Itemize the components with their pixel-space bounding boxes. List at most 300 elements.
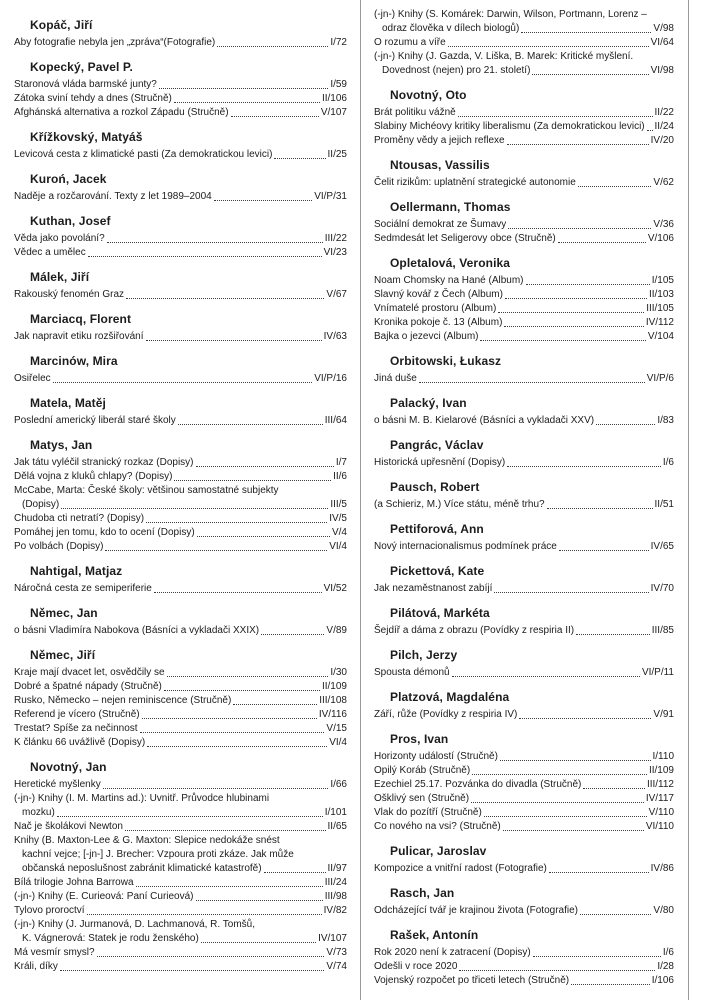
leader-dots [505, 288, 647, 299]
entry-page-ref: I/7 [335, 457, 347, 468]
index-entry-line [14, 932, 347, 946]
entry-title: Rok 2020 není k zatracení (Dopisy) [374, 947, 531, 958]
entry-page-ref: V/91 [653, 709, 674, 720]
entry-title: Tylovo proroctví [14, 905, 85, 916]
entry-page-ref: II/24 [654, 121, 674, 132]
index-entry-line: (-jn-) Knihy (S. Komárek: Darwin, Wilson, Portmann, Lorenz – [374, 9, 647, 20]
leader-dots [472, 764, 647, 775]
entry-page-ref: I/59 [330, 79, 347, 90]
leader-dots [264, 862, 326, 873]
leader-dots [558, 232, 646, 243]
index-entry-line [374, 316, 674, 330]
entry-page-ref: II/22 [654, 107, 674, 118]
entry-page-ref: III/105 [646, 303, 674, 314]
leader-dots [196, 456, 334, 467]
entry-page-ref: IV/117 [645, 793, 674, 804]
entry-title: Rusko, Německo – nejen reminiscence (Stručně) [14, 695, 232, 706]
entry-title: Věda jako povolání? [14, 233, 105, 244]
author-section [14, 759, 347, 974]
author-section [374, 437, 674, 470]
leader-dots [578, 176, 652, 187]
entry-title: Bajka o jezevci (Album) [374, 331, 479, 342]
author-name: Rašek, Antonín [390, 928, 479, 942]
entry-page-ref: V/73 [326, 947, 347, 958]
index-entry-line [374, 274, 674, 288]
entry-title: (Dopisy) [22, 499, 60, 510]
leader-dots [233, 694, 317, 705]
leader-dots [532, 64, 648, 75]
entry-page-ref: I/72 [330, 37, 347, 48]
author-name: Marciacq, Florent [30, 312, 132, 326]
index-entry-line [14, 92, 347, 106]
entry-title: (-jn-) Knihy (E. Curieová: Paní Curieová) [14, 891, 194, 902]
author-section [374, 255, 674, 344]
entry-page-ref: II/25 [327, 149, 347, 160]
index-entry-line [374, 904, 674, 918]
leader-dots [647, 120, 653, 131]
author-section [374, 8, 674, 78]
entry-title: Spousta démonů [374, 667, 450, 678]
leader-dots [214, 190, 312, 201]
leader-dots [519, 708, 651, 719]
author-section [374, 647, 674, 680]
entry-title: Levicová cesta z klimatické pasti (Za demokratickou levici) [14, 149, 273, 160]
entry-title: Vlak do pozítří (Stručně) [374, 807, 482, 818]
entry-title: mozku) [22, 807, 55, 818]
index-entry-line: (-jn-) Knihy (J. Gazda, V. Liška, B. Marek: Kritické myšlení. [374, 51, 634, 62]
index-entry-line [14, 694, 347, 708]
leader-dots [167, 666, 329, 677]
entry-page-ref: III/22 [324, 233, 347, 244]
entry-page-ref: V/74 [326, 961, 347, 972]
index-entry-line [374, 862, 674, 876]
leader-dots [419, 372, 645, 383]
index-entry-line [374, 106, 674, 120]
entry-page-ref: I/110 [652, 751, 674, 762]
author-name: Křížkovský, Matyáš [30, 130, 143, 144]
index-entry-line [374, 792, 674, 806]
leader-dots [521, 22, 651, 33]
index-entry-line [374, 456, 674, 470]
leader-dots [507, 456, 661, 467]
leader-dots [107, 232, 323, 243]
entry-title: o básni M. B. Kielarové (Básníci a vykladači XXV) [374, 415, 595, 426]
author-section [374, 927, 674, 988]
entry-title: Vnímatelé prostoru (Album) [374, 303, 497, 314]
entry-title: Jiná duše [374, 373, 417, 384]
index-entry-line [374, 540, 674, 554]
index-entry-line: McCabe, Marta: České školy: většinou samostatné subjekty [14, 485, 279, 496]
author-name: Pettiforová, Ann [390, 522, 484, 536]
leader-dots [507, 134, 649, 145]
index-entry-line [14, 946, 347, 960]
entry-title: Sedmdesát let Seligerovy obce (Stručně) [374, 233, 556, 244]
index-entry-line [14, 806, 347, 820]
leader-dots [274, 148, 325, 159]
entry-page-ref: III/108 [319, 695, 347, 706]
index-entry-line [14, 666, 347, 680]
leader-dots [583, 778, 645, 789]
leader-dots [500, 750, 651, 761]
entry-title: Proměny vědy a jejich reflexe [374, 135, 505, 146]
entry-page-ref: V/89 [326, 625, 347, 636]
entry-title: Králi, díky [14, 961, 58, 972]
index-entry-line [14, 498, 347, 512]
author-section [14, 605, 347, 638]
leader-dots [105, 540, 327, 551]
entry-title: O rozumu a víře [374, 37, 446, 48]
index-entry-line [374, 820, 674, 834]
entry-title: Jak nezaměstnanost zabíjí [374, 583, 493, 594]
author-section [14, 353, 347, 386]
entry-page-ref: V/98 [653, 23, 674, 34]
author-section [374, 353, 674, 386]
leader-dots [494, 582, 648, 593]
author-name: Palacký, Ivan [390, 396, 467, 410]
author-name: Novotný, Oto [390, 88, 467, 102]
leader-dots [231, 106, 319, 117]
index-entry-line [14, 960, 347, 974]
author-section [374, 885, 674, 918]
index-entry-line [14, 526, 347, 540]
leader-dots [547, 498, 653, 509]
entry-title: Ošklivý sen (Stručně) [374, 793, 470, 804]
entry-page-ref: IV/107 [318, 933, 347, 944]
index-entry-line: kachní vejce; [-jn-] J. Brecher: Vzpoura proti zkáze. Jak může [22, 849, 294, 860]
entry-page-ref: II/6 [333, 471, 347, 482]
index-entry-line: Knihy (B. Maxton-Lee & G. Maxton: Slepice nedokáže snést [14, 835, 280, 846]
index-entry-line [374, 764, 674, 778]
leader-dots [197, 526, 330, 537]
author-name: Matela, Matěj [30, 396, 106, 410]
leader-dots [142, 708, 317, 719]
leader-dots [97, 946, 325, 957]
index-entry-line [374, 64, 674, 78]
author-section [374, 563, 674, 596]
entry-title: Naděje a rozčarování. Texty z let 1989–2004 [14, 191, 212, 202]
index-entry-line [374, 708, 674, 722]
index-entry-line [14, 232, 347, 246]
index-entry-line [14, 372, 347, 386]
index-entry-line [374, 806, 674, 820]
entry-page-ref: III/112 [646, 779, 674, 790]
entry-title: Rakouský fenomén Graz [14, 289, 125, 300]
leader-dots [571, 974, 650, 985]
entry-page-ref: I/6 [662, 457, 674, 468]
index-entry-line [14, 106, 347, 120]
author-name: Pickettová, Kate [390, 564, 485, 578]
entry-title: Heretické myšlenky [14, 779, 101, 790]
author-name: Novotný, Jan [30, 760, 107, 774]
index-entry-line [14, 540, 347, 554]
index-entry-line [374, 498, 674, 512]
index-entry-line [374, 372, 674, 386]
entry-title: Kraje mají dvacet let, osvědčily se [14, 667, 165, 678]
entry-title: Noam Chomsky na Hané (Album) [374, 275, 524, 286]
author-section [374, 689, 674, 722]
entry-page-ref: VI/P/16 [314, 373, 347, 384]
entry-page-ref: VI/4 [329, 541, 347, 552]
leader-dots [154, 582, 322, 593]
author-name: Pangrác, Václav [390, 438, 484, 452]
leader-dots [580, 904, 651, 915]
author-section [374, 395, 674, 428]
entry-page-ref: I/106 [651, 975, 674, 986]
entry-page-ref: IV/63 [323, 331, 347, 342]
author-name: Kopecký, Pavel P. [30, 60, 133, 74]
index-entry-line [374, 218, 674, 232]
leader-dots [448, 36, 649, 47]
index-entry-line [374, 302, 674, 316]
index-entry-line [14, 330, 347, 344]
entry-title: Brát politiku vážně [374, 107, 456, 118]
index-entry-line [374, 288, 674, 302]
author-section [14, 213, 347, 260]
entry-title: Šejdíř a dáma z obrazu (Povídky z respiria II) [374, 625, 575, 636]
leader-dots [61, 498, 328, 509]
index-entry-line [14, 624, 347, 638]
index-entry-line [374, 624, 674, 638]
author-name: Kuthan, Josef [30, 214, 111, 228]
leader-dots [549, 862, 649, 873]
entry-title: Ezechiel 25.17. Pozvánka do divadla (Stručně) [374, 779, 582, 790]
entry-page-ref: II/103 [648, 289, 674, 300]
index-entry-line [374, 134, 674, 148]
author-section [374, 843, 674, 876]
index-entry-line [14, 414, 347, 428]
entry-page-ref: V/4 [331, 527, 347, 538]
entry-title: Slabiny Michéovy kritiky liberalismu (Za demokratickou levici) [374, 121, 645, 132]
index-column-left [14, 8, 347, 974]
entry-page-ref: II/65 [327, 821, 347, 832]
entry-title: Jak napravit etiku rozšiřování [14, 331, 144, 342]
entry-title: občanská neposlušnost zabránit klimatické katastrofě) [22, 863, 262, 874]
leader-dots [471, 792, 644, 803]
entry-title: Dobré a špatné nápady (Stručně) [14, 681, 162, 692]
leader-dots [147, 736, 327, 747]
author-section [14, 395, 347, 428]
author-section [14, 171, 347, 204]
author-name: Platzová, Magdaléna [390, 690, 510, 704]
index-entry-line [14, 820, 347, 834]
leader-dots [526, 274, 650, 285]
entry-title: Bílá trilogie Johna Barrowa [14, 877, 134, 888]
entry-title: Historická upřesnění (Dopisy) [374, 457, 506, 468]
index-entry-line [14, 470, 347, 484]
entry-title: Odešli v roce 2020 [374, 961, 458, 972]
entry-page-ref: III/85 [651, 625, 674, 636]
leader-dots [60, 960, 325, 971]
entry-page-ref: IV/82 [323, 905, 347, 916]
leader-dots [136, 876, 323, 887]
entry-page-ref: V/80 [653, 905, 674, 916]
entry-page-ref: V/15 [326, 723, 347, 734]
entry-page-ref: IV/70 [650, 583, 674, 594]
entry-page-ref: V/106 [647, 233, 674, 244]
author-name: Rasch, Jan [390, 886, 455, 900]
entry-title: Co nového na vsi? (Stručně) [374, 821, 501, 832]
entry-title: (a Schieriz, M.) Více státu, méně trhu? [374, 499, 545, 510]
index-entry-line [14, 736, 347, 750]
index-entry-line [374, 120, 674, 134]
entry-page-ref: VI/23 [323, 247, 347, 258]
index-entry-line [14, 246, 347, 260]
entry-page-ref: VI/P/11 [641, 667, 674, 678]
entry-title: Vojenský rozpočet po třiceti letech (Stručně) [374, 975, 570, 986]
author-section [374, 87, 674, 148]
index-entry-line [14, 512, 347, 526]
author-section [14, 59, 347, 120]
entry-page-ref: VI/52 [323, 583, 347, 594]
author-name: Kopáč, Jiří [30, 18, 93, 32]
entry-title: Opilý Koráb (Stručně) [374, 765, 471, 776]
leader-dots [217, 36, 328, 47]
entry-title: o básni Vladimíra Nabokova (Básníci a vykladači XXIX) [14, 625, 260, 636]
leader-dots [146, 512, 327, 523]
index-entry-line [14, 78, 347, 92]
entry-page-ref: II/51 [654, 499, 674, 510]
entry-title: Sociální demokrat ze Šumavy [374, 219, 507, 230]
entry-page-ref: IV/5 [329, 513, 347, 524]
leader-dots [261, 624, 324, 635]
leader-dots [88, 246, 322, 257]
leader-dots [103, 778, 329, 789]
index-entry-line [14, 778, 347, 792]
entry-page-ref: I/6 [662, 947, 674, 958]
entry-title: Horizonty událostí (Stručně) [374, 751, 498, 762]
leader-dots [140, 722, 325, 733]
index-entry-line [374, 36, 674, 50]
author-section [14, 437, 347, 554]
index-entry-line [14, 904, 347, 918]
entry-title: Slavný kovář z Čech (Album) [374, 289, 503, 300]
author-name: Němec, Jiří [30, 648, 96, 662]
leader-dots [57, 806, 323, 817]
index-entry-line [14, 680, 347, 694]
leader-dots [146, 330, 322, 341]
index-entry-line [14, 708, 347, 722]
entry-page-ref: VI/P/6 [646, 373, 674, 384]
entry-page-ref: II/109 [321, 681, 347, 692]
index-column-right [374, 8, 674, 988]
leader-dots [178, 414, 323, 425]
index-entry-line [374, 582, 674, 596]
author-name: Pausch, Robert [390, 480, 480, 494]
entry-title: Afghánská alternativa a rozkol Západu (Stručně) [14, 107, 229, 118]
index-entry-line [374, 750, 674, 764]
index-entry-line [374, 666, 674, 680]
entry-page-ref: IV/116 [318, 709, 347, 720]
author-section [374, 521, 674, 554]
column-divider-rule [360, 0, 361, 1000]
entry-title: Kronika pokoje č. 13 (Album) [374, 317, 503, 328]
leader-dots [559, 540, 649, 551]
author-section [374, 199, 674, 246]
entry-page-ref: V/104 [647, 331, 674, 342]
index-entry-line [14, 890, 347, 904]
entry-title: Má vesmír smysl? [14, 947, 95, 958]
index-entry-line [374, 22, 674, 36]
author-name: Ntousas, Vassilis [390, 158, 490, 172]
entry-title: Nač je školákovi Newton [14, 821, 123, 832]
entry-page-ref: VI/4 [329, 737, 347, 748]
entry-page-ref: IV/65 [650, 541, 674, 552]
entry-title: Referend je vícero (Stručně) [14, 709, 140, 720]
leader-dots [484, 806, 647, 817]
author-section [14, 563, 347, 596]
leader-dots [126, 288, 324, 299]
leader-dots [503, 820, 644, 831]
author-section [374, 479, 674, 512]
leader-dots [498, 302, 644, 313]
index-entry-line [14, 582, 347, 596]
index-entry-line [14, 36, 347, 50]
entry-page-ref: VI/98 [650, 65, 674, 76]
index-entry-line: (-jn-) Knihy (I. M. Martins ad.): Uvnitř. Průvodce hlubinami [14, 793, 270, 804]
entry-title: Dovednost (nejen) pro 21. století) [382, 65, 531, 76]
entry-title: K článku 66 uvážlivě (Dopisy) [14, 737, 146, 748]
index-entry-line [14, 288, 347, 302]
entry-page-ref: I/30 [330, 667, 347, 678]
entry-title: odraz člověka v dílech biologů) [382, 23, 520, 34]
entry-title: K. Vágnerová: Statek je rodu ženského) [22, 933, 199, 944]
index-entry-line: (-jn-) Knihy (J. Jurmanová, D. Lachmanová, R. Tomšů, [14, 919, 256, 930]
entry-title: Osiřelec [14, 373, 51, 384]
entry-page-ref: I/105 [651, 275, 674, 286]
author-name: Oellermann, Thomas [390, 200, 511, 214]
author-name: Orbitowski, Łukasz [390, 354, 502, 368]
leader-dots [164, 680, 320, 691]
entry-title: Aby fotografie nebyla jen „zpráva“(Fotografie) [14, 37, 216, 48]
author-name: Matys, Jan [30, 438, 93, 452]
entry-title: Září, růže (Povídky z respiria IV) [374, 709, 518, 720]
leader-dots [53, 372, 313, 383]
entry-page-ref: IV/20 [650, 135, 674, 146]
entry-page-ref: III/5 [330, 499, 347, 510]
author-section [14, 269, 347, 302]
author-name: Marcinów, Mira [30, 354, 118, 368]
leader-dots [533, 946, 661, 957]
entry-title: Jak tátu vyléčil stranický rozkaz (Dopisy) [14, 457, 194, 468]
author-name: Málek, Jiří [30, 270, 90, 284]
entry-page-ref: V/67 [326, 289, 347, 300]
entry-title: Chudoba cti netratí? (Dopisy) [14, 513, 145, 524]
index-entry-line [374, 176, 674, 190]
entry-page-ref: VI/110 [645, 821, 674, 832]
entry-page-ref: V/107 [320, 107, 347, 118]
index-entry-line [14, 876, 347, 890]
leader-dots [201, 932, 316, 943]
entry-title: Zátoka sviní tehdy a dnes (Stručně) [14, 93, 172, 104]
entry-title: Nový internacionalismus podmínek práce [374, 541, 557, 552]
entry-page-ref: V/62 [653, 177, 674, 188]
author-name: Pilch, Jerzy [390, 648, 458, 662]
leader-dots [576, 624, 650, 635]
leader-dots [174, 470, 331, 481]
author-name: Opletalová, Veronika [390, 256, 511, 270]
entry-page-ref: III/64 [324, 415, 347, 426]
index-entry-line [374, 330, 674, 344]
index-entry-line [14, 722, 347, 736]
entry-page-ref: IV/112 [645, 317, 674, 328]
leader-dots [159, 78, 328, 89]
author-name: Pros, Ivan [390, 732, 449, 746]
index-entry-line [374, 414, 674, 428]
leader-dots [504, 316, 643, 327]
entry-page-ref: I/66 [330, 779, 347, 790]
author-name: Němec, Jan [30, 606, 98, 620]
author-name: Nahtigal, Matjaz [30, 564, 123, 578]
